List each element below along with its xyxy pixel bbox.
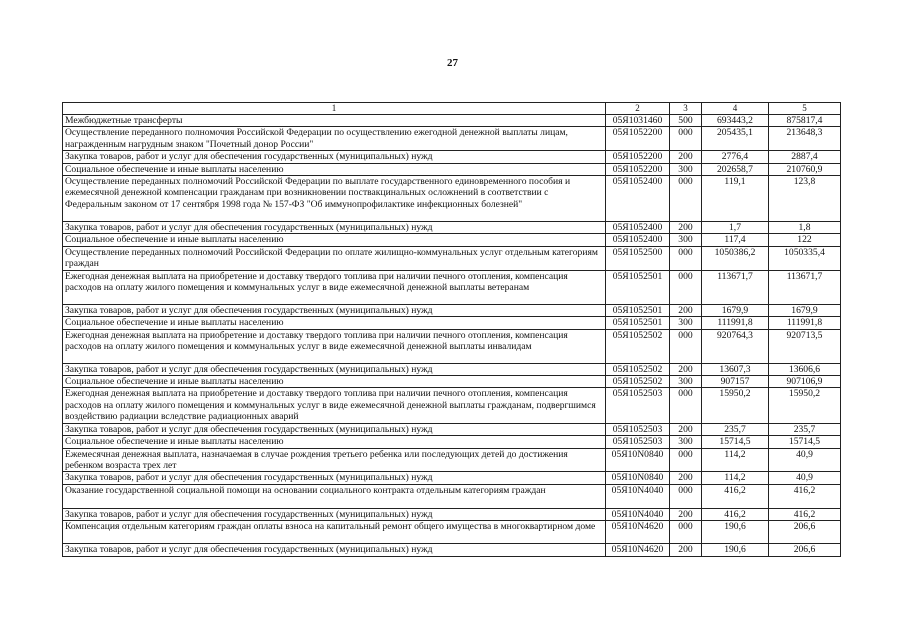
row-value-cell: 1,8 bbox=[769, 222, 841, 234]
row-value-cell: 1050386,2 bbox=[702, 246, 769, 270]
table-row bbox=[63, 484, 841, 508]
table-row bbox=[63, 234, 841, 246]
row-value-cell: 416,2 bbox=[702, 508, 769, 520]
row-type-cell: 200 bbox=[670, 304, 702, 316]
row-type-cell: 200 bbox=[670, 151, 702, 163]
table-row bbox=[63, 472, 841, 484]
page-number: 27 bbox=[447, 57, 458, 69]
header-cell: 3 bbox=[670, 103, 702, 115]
row-type-cell: 000 bbox=[670, 176, 702, 222]
row-value-cell: 15950,2 bbox=[769, 388, 841, 423]
row-name-cell: Закупка товаров, работ и услуг для обеспечения государственных (муниципальных) нужд bbox=[63, 544, 606, 556]
row-value-cell: 114,2 bbox=[702, 472, 769, 484]
row-code-cell: 05Я1052502 bbox=[606, 376, 670, 388]
row-code-cell: 05Я10N4040 bbox=[606, 484, 670, 508]
row-type-cell: 200 bbox=[670, 508, 702, 520]
row-value-cell: 202658,7 bbox=[702, 163, 769, 175]
header-cell: 5 bbox=[769, 103, 841, 115]
row-type-cell: 500 bbox=[670, 115, 702, 127]
row-code-cell: 05Я10N4620 bbox=[606, 544, 670, 556]
row-type-cell: 000 bbox=[670, 521, 702, 544]
row-type-cell: 200 bbox=[670, 472, 702, 484]
row-value-cell: 114,2 bbox=[702, 448, 769, 472]
row-value-cell: 1679,9 bbox=[702, 304, 769, 316]
row-name-cell: Социальное обеспечение и иные выплаты населению bbox=[63, 234, 606, 246]
row-name-cell: Социальное обеспечение и иные выплаты населению bbox=[63, 163, 606, 175]
row-name-cell: Закупка товаров, работ и услуг для обеспечения государственных (муниципальных) нужд bbox=[63, 304, 606, 316]
row-code-cell: 05Я1052503 bbox=[606, 436, 670, 448]
row-type-cell: 000 bbox=[670, 270, 702, 304]
row-code-cell: 05Я1052200 bbox=[606, 163, 670, 175]
table-row bbox=[63, 521, 841, 544]
row-code-cell: 05Я1052502 bbox=[606, 363, 670, 375]
row-value-cell: 13606,6 bbox=[769, 363, 841, 375]
table-row bbox=[63, 304, 841, 316]
row-type-cell: 200 bbox=[670, 544, 702, 556]
row-type-cell: 300 bbox=[670, 436, 702, 448]
row-code-cell: 05Я1052400 bbox=[606, 222, 670, 234]
row-name-cell: Осуществление переданного полномочия Российской Федерации по осуществлению ежегодной денежной выплаты лицам, награжденным нагрудным знаком "Почетный донор России" bbox=[63, 127, 606, 151]
row-value-cell: 235,7 bbox=[702, 423, 769, 435]
table-header-row bbox=[63, 103, 841, 115]
table-row bbox=[63, 448, 841, 472]
row-name-cell: Социальное обеспечение и иные выплаты населению bbox=[63, 317, 606, 329]
row-type-cell: 000 bbox=[670, 127, 702, 151]
row-code-cell: 05Я10N0840 bbox=[606, 448, 670, 472]
row-code-cell: 05Я10N0840 bbox=[606, 472, 670, 484]
row-value-cell: 210760,9 bbox=[769, 163, 841, 175]
row-type-cell: 300 bbox=[670, 317, 702, 329]
row-value-cell: 1679,9 bbox=[769, 304, 841, 316]
table-row bbox=[63, 151, 841, 163]
row-value-cell: 113671,7 bbox=[702, 270, 769, 304]
row-code-cell: 05Я1052501 bbox=[606, 317, 670, 329]
header-cell: 4 bbox=[702, 103, 769, 115]
table-row bbox=[63, 246, 841, 270]
row-value-cell: 117,4 bbox=[702, 234, 769, 246]
table-row bbox=[63, 388, 841, 423]
row-value-cell: 907157 bbox=[702, 376, 769, 388]
row-name-cell: Осуществление переданных полномочий Российской Федерации по оплате жилищно-коммунальных услуг отдельным категориям граждан bbox=[63, 246, 606, 270]
row-value-cell: 920713,5 bbox=[769, 329, 841, 363]
row-code-cell: 05Я1052400 bbox=[606, 176, 670, 222]
row-type-cell: 000 bbox=[670, 448, 702, 472]
row-type-cell: 200 bbox=[670, 423, 702, 435]
row-value-cell: 190,6 bbox=[702, 544, 769, 556]
row-name-cell: Закупка товаров, работ и услуг для обеспечения государственных (муниципальных) нужд bbox=[63, 423, 606, 435]
row-name-cell: Ежегодная денежная выплата на приобретение и доставку твердого топлива при наличии печного отопления, компенсация расходов на оплату жилого помещения и коммунальных услуг в виде ежемесячной денежной выплаты инвалидам bbox=[63, 329, 606, 363]
row-name-cell: Закупка товаров, работ и услуг для обеспечения государственных (муниципальных) нужд bbox=[63, 363, 606, 375]
row-name-cell: Закупка товаров, работ и услуг для обеспечения государственных (муниципальных) нужд bbox=[63, 508, 606, 520]
table-row bbox=[63, 436, 841, 448]
row-code-cell: 05Я1052400 bbox=[606, 234, 670, 246]
row-type-cell: 000 bbox=[670, 246, 702, 270]
table-row bbox=[63, 270, 841, 304]
table-row bbox=[63, 317, 841, 329]
row-value-cell: 122 bbox=[769, 234, 841, 246]
table-row bbox=[63, 329, 841, 363]
row-value-cell: 15714,5 bbox=[769, 436, 841, 448]
row-type-cell: 200 bbox=[670, 222, 702, 234]
row-type-cell: 300 bbox=[670, 376, 702, 388]
table-row bbox=[63, 363, 841, 375]
row-value-cell: 416,2 bbox=[702, 484, 769, 508]
row-value-cell: 111991,8 bbox=[769, 317, 841, 329]
row-value-cell: 13607,3 bbox=[702, 363, 769, 375]
table-row bbox=[63, 508, 841, 520]
row-value-cell: 190,6 bbox=[702, 521, 769, 544]
row-value-cell: 416,2 bbox=[769, 484, 841, 508]
row-type-cell: 300 bbox=[670, 234, 702, 246]
row-value-cell: 111991,8 bbox=[702, 317, 769, 329]
row-value-cell: 123,8 bbox=[769, 176, 841, 222]
table-row bbox=[63, 222, 841, 234]
row-code-cell: 05Я1052200 bbox=[606, 151, 670, 163]
table-row bbox=[63, 127, 841, 151]
row-name-cell: Социальное обеспечение и иные выплаты населению bbox=[63, 376, 606, 388]
row-value-cell: 113671,7 bbox=[769, 270, 841, 304]
row-name-cell: Оказание государственной социальной помощи на основании социального контракта отдельным категориям граждан bbox=[63, 484, 606, 508]
table-row bbox=[63, 423, 841, 435]
row-type-cell: 000 bbox=[670, 388, 702, 423]
table-row bbox=[63, 115, 841, 127]
row-value-cell: 205435,1 bbox=[702, 127, 769, 151]
row-type-cell: 000 bbox=[670, 484, 702, 508]
row-value-cell: 213648,3 bbox=[769, 127, 841, 151]
row-value-cell: 907106,9 bbox=[769, 376, 841, 388]
row-value-cell: 206,6 bbox=[769, 521, 841, 544]
row-code-cell: 05Я10N4620 bbox=[606, 521, 670, 544]
row-code-cell: 05Я1052501 bbox=[606, 304, 670, 316]
row-name-cell: Закупка товаров, работ и услуг для обеспечения государственных (муниципальных) нужд bbox=[63, 222, 606, 234]
table-row bbox=[63, 544, 841, 556]
row-code-cell: 05Я1052500 bbox=[606, 246, 670, 270]
row-code-cell: 05Я1052503 bbox=[606, 423, 670, 435]
row-code-cell: 05Я1052200 bbox=[606, 127, 670, 151]
row-value-cell: 40,9 bbox=[769, 472, 841, 484]
row-type-cell: 300 bbox=[670, 163, 702, 175]
row-value-cell: 235,7 bbox=[769, 423, 841, 435]
row-value-cell: 40,9 bbox=[769, 448, 841, 472]
row-code-cell: 05Я1031460 bbox=[606, 115, 670, 127]
header-cell: 2 bbox=[606, 103, 670, 115]
table-row bbox=[63, 376, 841, 388]
row-value-cell: 119,1 bbox=[702, 176, 769, 222]
row-name-cell: Межбюджетные трансферты bbox=[63, 115, 606, 127]
row-value-cell: 1050335,4 bbox=[769, 246, 841, 270]
row-type-cell: 200 bbox=[670, 363, 702, 375]
row-name-cell: Осуществление переданных полномочий Российской Федерации по выплате государственного единовременного пособия и ежемесячной денежной компенсации гражданам при возникновении поствакцинальных осложнений в соответствии с Федеральным законом от 17 сентября 1998 года № 157-ФЗ "Об иммунопрофилактике инфекционных болезней" bbox=[63, 176, 606, 222]
row-value-cell: 416,2 bbox=[769, 508, 841, 520]
row-name-cell: Закупка товаров, работ и услуг для обеспечения государственных (муниципальных) нужд bbox=[63, 151, 606, 163]
header-cell: 1 bbox=[63, 103, 606, 115]
row-value-cell: 15714,5 bbox=[702, 436, 769, 448]
row-name-cell: Ежегодная денежная выплата на приобретение и доставку твердого топлива при наличии печного отопления, компенсация расходов на оплату жилого помещения и коммунальных услуг в виде ежемесячной денежной выплаты ветеранам bbox=[63, 270, 606, 304]
row-name-cell: Компенсация отдельным категориям граждан оплаты взноса на капитальный ремонт общего имущества в многоквартирном доме bbox=[63, 521, 606, 544]
row-value-cell: 1,7 bbox=[702, 222, 769, 234]
row-type-cell: 000 bbox=[670, 329, 702, 363]
row-code-cell: 05Я1052502 bbox=[606, 329, 670, 363]
row-name-cell: Закупка товаров, работ и услуг для обеспечения государственных (муниципальных) нужд bbox=[63, 472, 606, 484]
row-code-cell: 05Я1052503 bbox=[606, 388, 670, 423]
table-row bbox=[63, 176, 841, 222]
row-value-cell: 693443,2 bbox=[702, 115, 769, 127]
row-value-cell: 2887,4 bbox=[769, 151, 841, 163]
row-value-cell: 206,6 bbox=[769, 544, 841, 556]
row-value-cell: 2776,4 bbox=[702, 151, 769, 163]
row-code-cell: 05Я1052501 bbox=[606, 270, 670, 304]
row-value-cell: 15950,2 bbox=[702, 388, 769, 423]
row-name-cell: Социальное обеспечение и иные выплаты населению bbox=[63, 436, 606, 448]
budget-table bbox=[62, 102, 841, 557]
row-name-cell: Ежегодная денежная выплата на приобретение и доставку твердого топлива при наличии печного отопления, компенсация расходов на оплату жилого помещения и коммунальных услуг в виде ежемесячной денежной выплаты гражданам, подвергшимся воздействию радиации вследствие радиационных аварий bbox=[63, 388, 606, 423]
row-code-cell: 05Я10N4040 bbox=[606, 508, 670, 520]
row-value-cell: 875817,4 bbox=[769, 115, 841, 127]
table-row bbox=[63, 163, 841, 175]
row-name-cell: Ежемесячная денежная выплата, назначаемая в случае рождения третьего ребенка или последующих детей до достижения ребенком возраста трех лет bbox=[63, 448, 606, 472]
row-value-cell: 920764,3 bbox=[702, 329, 769, 363]
